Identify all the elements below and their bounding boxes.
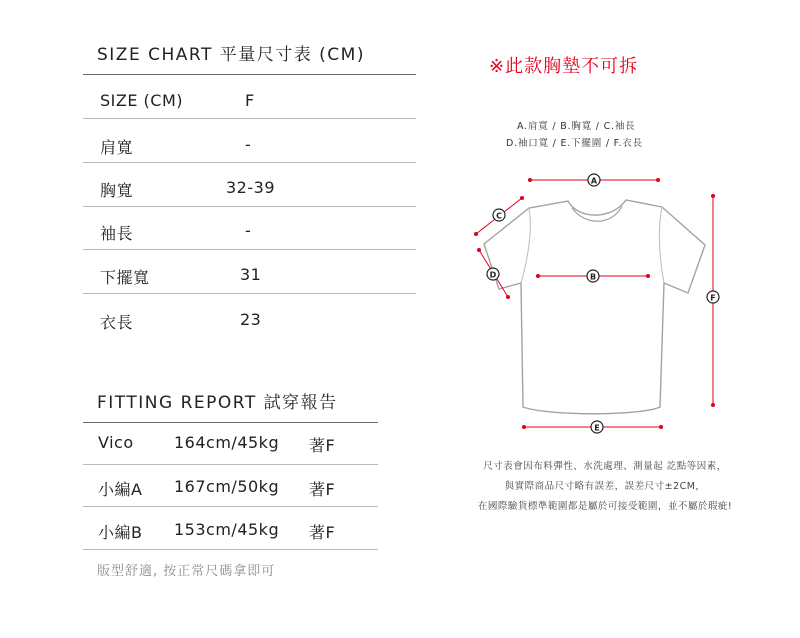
disclaimer-line-2: 與實際商品尺寸略有誤差，誤差尺寸±2CM， bbox=[504, 481, 706, 492]
size-chart-top-rule bbox=[83, 74, 416, 75]
marker-e: E bbox=[594, 423, 600, 433]
marker-a: A bbox=[590, 176, 598, 186]
size-chart-row-label: 胸寬 bbox=[100, 181, 134, 200]
tshirt-measurement-diagram bbox=[460, 165, 740, 435]
measurement-disclaimer bbox=[440, 458, 770, 512]
size-chart-header-value: F bbox=[245, 91, 255, 110]
fitting-row-stats: 153cm/45kg bbox=[174, 520, 280, 539]
tshirt-outline bbox=[484, 200, 705, 414]
fitting-note: 版型舒適, 按正常尺碼拿即可 bbox=[97, 564, 276, 579]
fitting-row-size: 著F bbox=[309, 480, 336, 499]
legend-line-2: D.袖口寬 / E.下擺圍 / F.衣長 bbox=[506, 138, 643, 149]
size-chart-row-value: 23 bbox=[240, 310, 262, 329]
size-chart-title: SIZE CHART 平量尺寸表 (CM) bbox=[97, 45, 365, 65]
measure-e-hem bbox=[522, 421, 663, 433]
marker-c: C bbox=[496, 211, 502, 221]
fitting-row-size: 著F bbox=[309, 523, 336, 542]
fitting-report-title: FITTING REPORT 試穿報告 bbox=[97, 393, 338, 413]
row-divider bbox=[83, 549, 378, 550]
row-divider bbox=[83, 506, 378, 507]
measure-f-length bbox=[707, 194, 719, 407]
disclaimer-line-1: 尺寸表會因布料彈性、水洗處理、測量起 訖點等因素， bbox=[483, 461, 727, 472]
size-chart-row-value: - bbox=[245, 135, 252, 154]
size-chart-header-label: SIZE (CM) bbox=[100, 91, 183, 110]
size-chart-row-label: 袖長 bbox=[100, 224, 134, 243]
size-chart-row-value: 32-39 bbox=[226, 178, 275, 197]
fitting-row-name: Vico bbox=[98, 433, 134, 452]
fitting-row-stats: 167cm/50kg bbox=[174, 477, 280, 496]
marker-b: B bbox=[589, 272, 597, 282]
size-chart-row-label: 衣長 bbox=[100, 313, 134, 332]
fitting-row-name: 小編B bbox=[98, 523, 143, 542]
size-chart-row-value: 31 bbox=[240, 265, 262, 284]
marker-f: F bbox=[710, 293, 716, 303]
measure-a-shoulder bbox=[528, 174, 660, 186]
marker-d: D bbox=[489, 270, 497, 280]
fitting-row-name: 小編A bbox=[98, 480, 143, 499]
row-divider bbox=[83, 118, 416, 119]
row-divider bbox=[83, 464, 378, 465]
legend-line-1: A.肩寬 / B.胸寬 / C.袖長 bbox=[517, 121, 636, 132]
fitting-row-stats: 164cm/45kg bbox=[174, 433, 280, 452]
size-chart-row-label: 下擺寬 bbox=[100, 268, 150, 287]
disclaimer-line-3: 在國際驗貨標準範圍都是屬於可接受範圍，並不屬於瑕疵! bbox=[477, 501, 733, 512]
fitting-row-size: 著F bbox=[309, 436, 336, 455]
removable-pad-warning: ※此款胸墊不可拆 bbox=[489, 56, 639, 77]
row-divider bbox=[83, 293, 416, 294]
fitting-report-top-rule bbox=[83, 422, 378, 423]
size-chart-row-label: 肩寬 bbox=[100, 138, 134, 157]
row-divider bbox=[83, 249, 416, 250]
row-divider bbox=[83, 206, 416, 207]
row-divider bbox=[83, 162, 416, 163]
size-chart-row-value: - bbox=[245, 221, 252, 240]
